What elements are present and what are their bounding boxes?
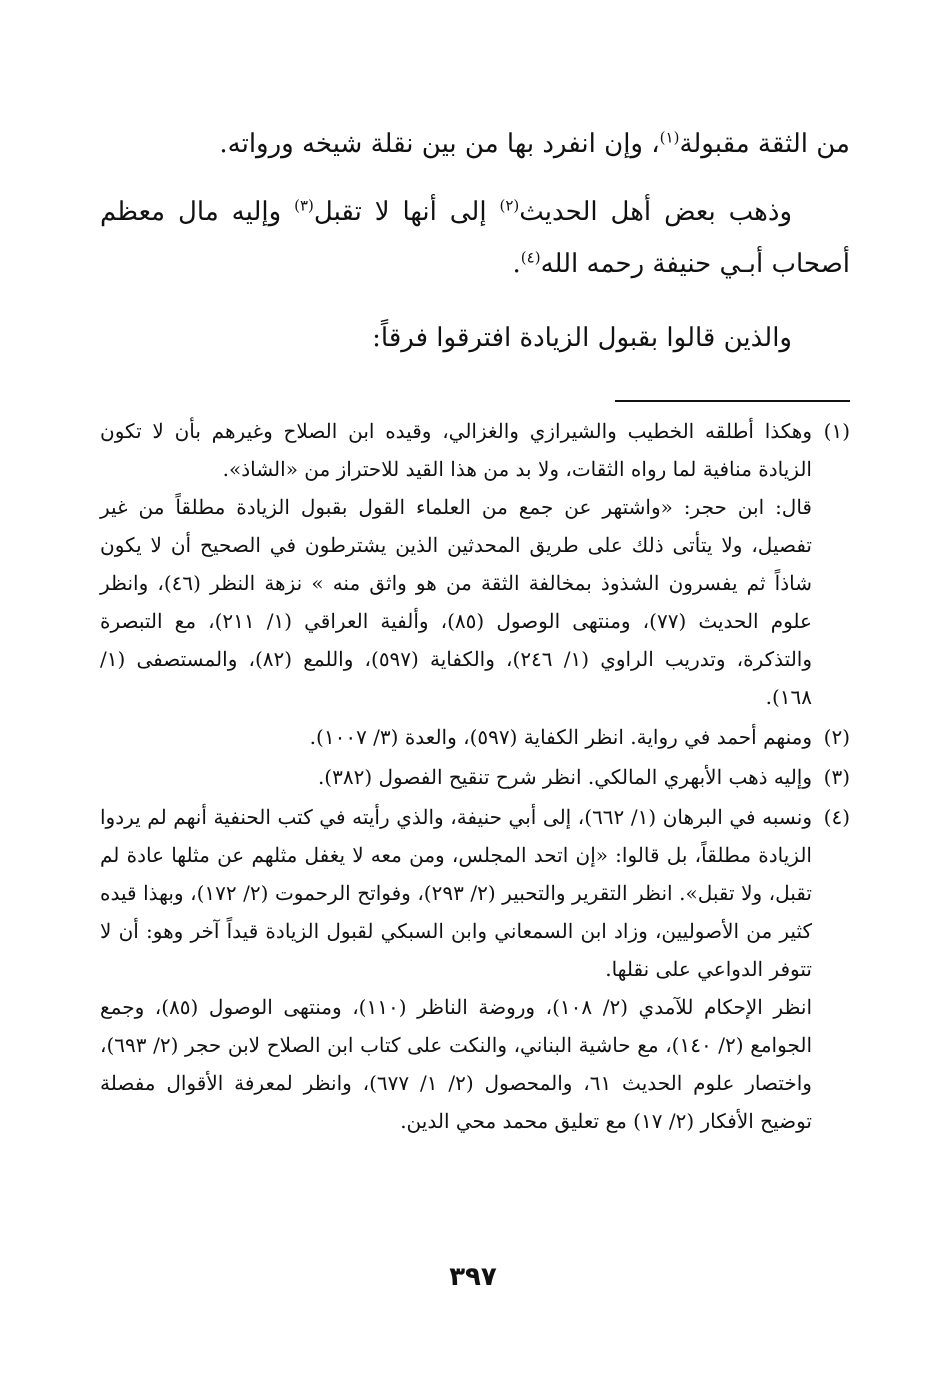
- footnote-number: (٤): [823, 805, 850, 829]
- body-text: وإليه مال معظم أصحاب أبـي حنيفة رحمه الله: [100, 197, 850, 279]
- body-paragraph-1: [100, 118, 850, 170]
- footnote-body: [100, 718, 812, 756]
- footnote-paragraph: قال: ابن حجر: «واشتهر عن جمع من العلماء القول بقبول الزيادة مطلقاً من غير تفصيل، ولا يتأتى ذلك على طريق المحدثين الذين يشترطون في الصحيح أن لا يكون شاذاً ثم يفسرون الشذوذ بمخالفة الثقة من هو واثق منه » نزهة النظر (٤٦)، وانظر علوم الحديث (٧٧)، ومنتهى الوصول (٨٥)، وألفية العراقي (١/ ٢١١)، مع التبصرة والتذكرة، وتدريب الراوي (١/ ٢٤٦)، والكفاية (٥٩٧)، واللمع (٨٢)، والمستصفى (١/ ١٦٨).: [100, 495, 812, 709]
- footnote-2: [100, 718, 850, 756]
- body-text: وذهب بعض أهل الحديث: [519, 197, 792, 227]
- footnotes: [100, 412, 850, 1140]
- footnote-body: [100, 412, 812, 716]
- page-number: ٣٩٧: [449, 1262, 497, 1292]
- footnote-number: (١): [823, 419, 850, 443]
- footnote-paragraph: ونسبه في البرهان (١/ ٦٦٢)، إلى أبي حنيفة، والذي رأيته في كتب الحنفية أنهم لم يردوا الزيادة مطلقاً، بل قالوا: «إن اتحد المجلس، ومن معه لا يغفل مثلهم عن مثلها عادة لم تقبل، ولا تقبل». انظر التقرير والتحبير (٢/ ٢٩٣)، وفواتح الرحموت (٢/ ١٧٢)، وبهذا قيده كثير من الأصوليين، وزاد ابن السمعاني وابن السبكي لقبول الزيادة قيداً آخر وهو: أن لا تتوفر الدواعي على نقلها.: [100, 805, 813, 981]
- body-paragraph-3: والذين قالوا بقبول الزيادة افترقوا فرقاً:: [372, 323, 792, 353]
- body-paragraph-2: [100, 186, 850, 290]
- body-text: إلى أنها لا تقبل: [313, 197, 500, 227]
- footnote-1: [100, 412, 850, 716]
- footnote-separator: [615, 400, 850, 402]
- body-text: .: [512, 249, 521, 279]
- footnote-paragraph: وإليه ذهب الأبهري المالكي. انظر شرح تنقيح الفصول (٣٨٢).: [317, 765, 812, 789]
- footnote-body: [100, 758, 812, 796]
- footnote-paragraph: ومنهم أحمد في رواية. انظر الكفاية (٥٩٧)، والعدة (٣/ ١٠٠٧).: [309, 725, 812, 749]
- footnote-number: (٣): [823, 765, 850, 789]
- footnote-4: [100, 798, 850, 1140]
- footnote-3: [100, 758, 850, 796]
- footnote-body: [100, 798, 812, 1140]
- footnote-paragraph: انظر الإحكام للآمدي (٢/ ١٠٨)، وروضة الناظر (١١٠)، ومنتهى الوصول (٨٥)، وجمع الجوامع (٢/ ١٤٠)، مع حاشية البناني، والنكت على كتاب ابن الصلاح لابن حجر (٢/ ٦٩٣)، واختصار علوم الحديث ٦١، والمحصول (٢/ ١/ ٦٧٧)، وانظر لمعرفة الأقوال مفصلة توضيح الأفكار (٢/ ١٧) مع تعليق محمد محي الدين.: [100, 995, 813, 1133]
- footnote-paragraph: وهكذا أطلقه الخطيب والشيرازي والغزالي، وقيده ابن الصلاح وغيرهم بأن لا تكون الزيادة منافية لما رواه الثقات، ولا بد من هذا القيد للاحتراز من «الشاذ».: [100, 419, 812, 481]
- footnote-number: (٢): [823, 725, 850, 749]
- footnote-ref-2[interactable]: (٢): [499, 196, 520, 215]
- footnote-ref-4[interactable]: (٤): [520, 248, 541, 267]
- footnote-ref-3[interactable]: (٣): [294, 196, 314, 215]
- footnote-ref-1[interactable]: (١): [659, 128, 680, 147]
- page-content: [100, 118, 850, 1142]
- body-text: من الثقة مقبولة: [679, 129, 850, 159]
- body-text: ، وإن انفرد بها من بين نقلة شيخه ورواته.: [219, 129, 660, 159]
